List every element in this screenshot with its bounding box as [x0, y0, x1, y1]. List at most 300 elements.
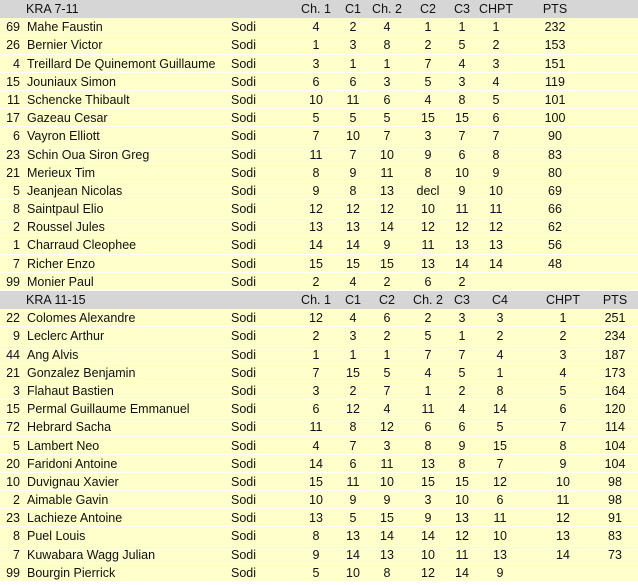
result-cell: 10 — [346, 129, 360, 144]
result-cell: 3 — [424, 129, 432, 144]
rider-name: Vayron Elliott — [27, 129, 100, 144]
result-cell: 4 — [349, 274, 357, 289]
result-cell: 6 — [559, 402, 567, 417]
rider-name: Schencke Thibault — [27, 92, 130, 107]
result-cell: 5 — [559, 383, 567, 398]
rider-number: 5 — [13, 438, 20, 453]
result-cell: 69 — [548, 183, 562, 198]
result-cell: 12 — [380, 420, 394, 435]
result-cell: 2 — [492, 38, 500, 53]
rider-name: Charraud Cleophee — [27, 238, 137, 253]
result-cell: 9 — [458, 183, 466, 198]
column-header: Ch. 1 — [301, 293, 331, 307]
result-cell: 11 — [556, 493, 570, 508]
result-cell: 5 — [496, 420, 504, 435]
section-kra-7-11 — [0, 0, 638, 291]
column-header: C1 — [345, 293, 361, 307]
club-name: Sodi — [231, 238, 257, 253]
result-cell: 2 — [496, 329, 504, 344]
table-row — [0, 18, 638, 36]
result-cell: 9 — [312, 183, 320, 198]
result-cell: 2 — [424, 38, 432, 53]
club-name: Sodi — [231, 74, 257, 89]
result-cell: 13 — [380, 547, 394, 562]
club-name: Sodi — [231, 165, 257, 180]
club-name: Sodi — [231, 511, 257, 526]
rider-name: Duvignau Xavier — [27, 474, 119, 489]
result-cell: 5 — [458, 38, 466, 53]
column-header: C3 — [454, 2, 470, 16]
result-cell: 6 — [312, 402, 320, 417]
table-row — [0, 455, 638, 473]
club-name: Sodi — [231, 493, 257, 508]
rider-name: Ang Alvis — [27, 347, 79, 362]
result-cell: 14 — [380, 529, 394, 544]
table-row — [0, 91, 638, 109]
rider-number: 8 — [13, 202, 20, 217]
table-row — [0, 127, 638, 145]
rider-number: 15 — [6, 74, 20, 89]
result-cell: 8 — [492, 147, 500, 162]
result-cell: 13 — [380, 183, 394, 198]
table-row — [0, 400, 638, 418]
result-cell: 7 — [383, 129, 391, 144]
result-cell: 5 — [383, 365, 391, 380]
rider-name: Treillard De Quinemont Guillaume — [27, 56, 216, 71]
table-row — [0, 273, 638, 291]
result-cell: 15 — [380, 511, 394, 526]
result-cell: 12 — [380, 202, 394, 217]
result-cell: 15 — [455, 474, 469, 489]
result-cell: 14 — [556, 547, 570, 562]
result-cell: 66 — [548, 202, 562, 217]
result-cell: 234 — [604, 329, 626, 344]
column-header: Ch. 2 — [413, 293, 443, 307]
result-cell: 14 — [455, 565, 469, 580]
club-name: Sodi — [231, 183, 257, 198]
club-name: Sodi — [231, 402, 257, 417]
result-cell: 8 — [349, 420, 357, 435]
result-cell: 4 — [424, 92, 432, 107]
club-name: Sodi — [231, 202, 257, 217]
result-cell: 11 — [380, 456, 394, 471]
table-row — [0, 327, 638, 345]
rider-number: 21 — [6, 165, 20, 180]
result-cell: 13 — [309, 220, 323, 235]
section-header — [0, 0, 638, 18]
rider-number: 17 — [6, 111, 20, 126]
rider-number: 72 — [6, 420, 20, 435]
result-cell: 13 — [556, 529, 570, 544]
result-cell: 5 — [424, 74, 432, 89]
club-name: Sodi — [231, 383, 257, 398]
table-row — [0, 546, 638, 564]
rider-name: Leclerc Arthur — [27, 329, 105, 344]
result-cell: 6 — [458, 420, 466, 435]
result-cell: 14 — [346, 238, 360, 253]
result-cell: 1 — [458, 329, 466, 344]
table-row — [0, 109, 638, 127]
result-cell: 3 — [492, 56, 500, 71]
result-cell: 1 — [349, 56, 357, 71]
table-row — [0, 564, 638, 582]
result-cell: 7 — [492, 129, 500, 144]
result-cell: 5 — [383, 111, 391, 126]
result-cell: 11 — [421, 238, 435, 253]
result-cell: 1 — [312, 347, 320, 362]
result-cell: 3 — [349, 329, 357, 344]
rider-name: Bernier Victor — [27, 38, 103, 53]
result-cell: 13 — [455, 511, 469, 526]
result-cell: 9 — [424, 147, 432, 162]
rider-number: 2 — [13, 493, 20, 508]
section-kra-11-15 — [0, 291, 638, 582]
rider-number: 21 — [6, 365, 20, 380]
result-cell: 120 — [604, 402, 626, 417]
result-cell: 4 — [383, 402, 391, 417]
result-cell: 9 — [349, 493, 357, 508]
result-cell: 10 — [380, 474, 394, 489]
result-cell: 6 — [496, 493, 504, 508]
table-row — [0, 364, 638, 382]
rider-name: Schin Oua Siron Greg — [27, 147, 150, 162]
rider-number: 20 — [6, 456, 20, 471]
result-cell: 1 — [496, 365, 504, 380]
result-cell: 1 — [383, 56, 391, 71]
result-cell: 9 — [492, 165, 500, 180]
table-row — [0, 146, 638, 164]
result-cell: 7 — [559, 420, 567, 435]
rider-name: Aimable Gavin — [27, 493, 109, 508]
result-cell: 8 — [424, 165, 432, 180]
rider-name: Permal Guillaume Emmanuel — [27, 402, 190, 417]
result-cell: 187 — [604, 347, 626, 362]
table-row — [0, 236, 638, 254]
result-cell: 2 — [424, 311, 432, 326]
result-cell: 15 — [421, 111, 435, 126]
result-cell: 7 — [424, 56, 432, 71]
result-cell: 2 — [458, 383, 466, 398]
result-cell: 10 — [309, 493, 323, 508]
result-cell: 1 — [383, 347, 391, 362]
section-title: KRA 7-11 — [26, 2, 79, 16]
result-cell: 7 — [349, 438, 357, 453]
result-cell: 100 — [544, 111, 566, 126]
table-row — [0, 73, 638, 91]
rider-number: 7 — [13, 256, 20, 271]
column-header: CHPT — [478, 2, 514, 16]
table-row — [0, 473, 638, 491]
result-cell: 98 — [608, 474, 622, 489]
rider-name: Faridoni Antoine — [27, 456, 118, 471]
result-cell: 9 — [383, 238, 391, 253]
rider-name: Gonzalez Benjamin — [27, 365, 136, 380]
result-cell: 15 — [309, 256, 323, 271]
result-cell: 3 — [312, 56, 320, 71]
club-name: Sodi — [231, 274, 257, 289]
club-name: Sodi — [231, 474, 257, 489]
result-cell: 4 — [458, 402, 466, 417]
table-row — [0, 527, 638, 545]
result-cell: 15 — [493, 438, 507, 453]
result-cell: 153 — [544, 38, 566, 53]
rider-name: Flahaut Bastien — [27, 383, 114, 398]
table-row — [0, 509, 638, 527]
result-cell: 1 — [424, 383, 432, 398]
club-name: Sodi — [231, 220, 257, 235]
result-cell: 1 — [349, 347, 357, 362]
result-cell: 4 — [424, 365, 432, 380]
result-cell: 90 — [548, 129, 562, 144]
result-cell: 9 — [559, 456, 567, 471]
result-cell: 4 — [496, 347, 504, 362]
result-cell: 8 — [559, 438, 567, 453]
club-name: Sodi — [231, 56, 257, 71]
result-cell: 2 — [559, 329, 567, 344]
result-cell: 12 — [421, 220, 435, 235]
club-name: Sodi — [231, 565, 257, 580]
result-cell: 9 — [383, 493, 391, 508]
result-cell: 11 — [346, 92, 360, 107]
result-cell: 12 — [421, 565, 435, 580]
rider-name: Puel Louis — [27, 529, 86, 544]
result-cell: 14 — [309, 456, 323, 471]
result-cell: decl — [416, 183, 440, 198]
result-cell: 11 — [421, 402, 435, 417]
column-header: C2 — [420, 2, 436, 16]
club-name: Sodi — [231, 365, 257, 380]
rider-name: Lambert Neo — [27, 438, 100, 453]
rider-name: Gazeau Cesar — [27, 111, 108, 126]
result-cell: 173 — [604, 365, 626, 380]
club-name: Sodi — [231, 256, 257, 271]
result-cell: 5 — [424, 329, 432, 344]
rider-name: Merieux Tim — [27, 165, 96, 180]
result-cell: 10 — [489, 183, 503, 198]
result-cell: 6 — [492, 111, 500, 126]
column-header: PTS — [602, 293, 628, 307]
result-cell: 11 — [455, 547, 469, 562]
result-cell: 5 — [458, 365, 466, 380]
result-cell: 2 — [312, 329, 320, 344]
result-cell: 62 — [548, 220, 562, 235]
result-cell: 151 — [544, 56, 566, 71]
club-name: Sodi — [231, 147, 257, 162]
result-cell: 15 — [346, 256, 360, 271]
rider-number: 6 — [13, 129, 20, 144]
club-name: Sodi — [231, 20, 257, 35]
result-cell: 7 — [312, 129, 320, 144]
result-cell: 7 — [383, 383, 391, 398]
result-cell: 14 — [455, 256, 469, 271]
result-cell: 9 — [424, 511, 432, 526]
result-cell: 6 — [383, 311, 391, 326]
club-name: Sodi — [231, 420, 257, 435]
column-header: Ch. 2 — [372, 2, 402, 16]
result-cell: 3 — [458, 74, 466, 89]
result-cell: 1 — [312, 38, 320, 53]
result-cell: 10 — [346, 565, 360, 580]
result-cell: 4 — [458, 56, 466, 71]
result-cell: 14 — [493, 402, 507, 417]
result-cell: 101 — [544, 92, 566, 107]
result-cell: 13 — [455, 238, 469, 253]
table-row — [0, 182, 638, 200]
column-header: Ch. 1 — [301, 2, 331, 16]
result-cell: 10 — [493, 529, 507, 544]
rider-name: Saintpaul Elio — [27, 202, 104, 217]
result-cell: 7 — [458, 347, 466, 362]
result-cell: 12 — [556, 511, 570, 526]
table-row — [0, 437, 638, 455]
rider-name: Lachieze Antoine — [27, 511, 123, 526]
result-cell: 8 — [312, 529, 320, 544]
result-cell: 6 — [424, 420, 432, 435]
club-name: Sodi — [231, 347, 257, 362]
club-name: Sodi — [231, 311, 257, 326]
result-cell: 11 — [309, 420, 323, 435]
rider-number: 4 — [13, 56, 20, 71]
column-header: CHPT — [545, 293, 581, 307]
result-cell: 3 — [383, 438, 391, 453]
result-cell: 7 — [312, 365, 320, 380]
club-name: Sodi — [231, 456, 257, 471]
rider-name: Kuwabara Wagg Julian — [27, 547, 156, 562]
result-cell: 12 — [309, 202, 323, 217]
result-cell: 5 — [349, 511, 357, 526]
result-cell: 48 — [548, 256, 562, 271]
result-cell: 73 — [608, 547, 622, 562]
result-cell: 3 — [559, 347, 567, 362]
section-title: KRA 11-15 — [26, 293, 86, 307]
result-cell: 6 — [383, 92, 391, 107]
result-cell: 15 — [309, 474, 323, 489]
result-cell: 2 — [383, 274, 391, 289]
rider-number: 5 — [13, 183, 20, 198]
result-cell: 11 — [455, 202, 469, 217]
rider-number: 22 — [6, 311, 20, 326]
result-cell: 5 — [312, 111, 320, 126]
club-name: Sodi — [231, 547, 257, 562]
result-cell: 13 — [421, 256, 435, 271]
table-row — [0, 382, 638, 400]
table-row — [0, 491, 638, 509]
result-cell: 14 — [421, 529, 435, 544]
result-cell: 80 — [548, 165, 562, 180]
result-cell: 15 — [421, 474, 435, 489]
result-cell: 2 — [349, 20, 357, 35]
result-cell: 13 — [309, 511, 323, 526]
result-cell: 15 — [455, 111, 469, 126]
result-cell: 10 — [421, 547, 435, 562]
result-cell: 2 — [383, 329, 391, 344]
rider-number: 26 — [6, 38, 20, 53]
section-header — [0, 291, 638, 309]
result-cell: 6 — [349, 74, 357, 89]
result-cell: 8 — [496, 383, 504, 398]
result-cell: 1 — [424, 20, 432, 35]
result-cell: 4 — [312, 438, 320, 453]
result-cell: 13 — [493, 547, 507, 562]
result-cell: 13 — [489, 238, 503, 253]
result-cell: 8 — [458, 456, 466, 471]
result-cell: 251 — [604, 311, 626, 326]
table-row — [0, 418, 638, 436]
result-cell: 13 — [421, 456, 435, 471]
rider-number: 23 — [6, 511, 20, 526]
column-header: C3 — [454, 293, 470, 307]
result-cell: 5 — [312, 565, 320, 580]
club-name: Sodi — [231, 529, 257, 544]
result-cell: 83 — [548, 147, 562, 162]
table-row — [0, 255, 638, 273]
rider-number: 99 — [6, 274, 20, 289]
result-cell: 11 — [309, 147, 323, 162]
result-cell: 104 — [604, 456, 626, 471]
result-cell: 12 — [455, 220, 469, 235]
result-cell: 4 — [492, 74, 500, 89]
rider-number: 23 — [6, 147, 20, 162]
club-name: Sodi — [231, 438, 257, 453]
rider-number: 44 — [6, 347, 20, 362]
result-cell: 3 — [312, 383, 320, 398]
result-cell: 12 — [493, 474, 507, 489]
result-cell: 13 — [346, 220, 360, 235]
result-cell: 14 — [346, 547, 360, 562]
result-cell: 6 — [458, 147, 466, 162]
result-cell: 3 — [496, 311, 504, 326]
result-cell: 2 — [312, 274, 320, 289]
table-row — [0, 200, 638, 218]
result-cell: 7 — [349, 147, 357, 162]
result-cell: 114 — [605, 420, 625, 435]
result-cell: 15 — [346, 365, 360, 380]
result-cell: 9 — [312, 547, 320, 562]
result-cell: 1 — [458, 20, 466, 35]
table-row — [0, 164, 638, 182]
result-cell: 13 — [346, 529, 360, 544]
result-cell: 104 — [604, 438, 626, 453]
result-cell: 9 — [349, 165, 357, 180]
result-cell: 4 — [312, 20, 320, 35]
result-cell: 7 — [424, 347, 432, 362]
rider-name: Jouniaux Simon — [27, 74, 116, 89]
result-cell: 232 — [544, 20, 566, 35]
result-cell: 11 — [380, 165, 394, 180]
result-cell: 8 — [349, 183, 357, 198]
club-name: Sodi — [231, 111, 257, 126]
result-cell: 7 — [458, 129, 466, 144]
result-cell: 56 — [548, 238, 562, 253]
rider-name: Jeanjean Nicolas — [27, 183, 123, 198]
result-cell: 9 — [496, 565, 504, 580]
rider-name: Bourgin Pierrick — [27, 565, 116, 580]
result-cell: 3 — [349, 38, 357, 53]
rider-number: 15 — [6, 402, 20, 417]
club-name: Sodi — [231, 92, 257, 107]
result-cell: 14 — [309, 238, 323, 253]
rider-number: 99 — [6, 565, 20, 580]
result-cell: 10 — [455, 493, 469, 508]
result-cell: 12 — [309, 311, 323, 326]
table-row — [0, 55, 638, 73]
result-cell: 7 — [496, 456, 504, 471]
rider-number: 11 — [7, 92, 20, 107]
result-cell: 91 — [608, 511, 622, 526]
result-cell: 11 — [346, 474, 360, 489]
result-cell: 3 — [458, 311, 466, 326]
result-cell: 15 — [380, 256, 394, 271]
